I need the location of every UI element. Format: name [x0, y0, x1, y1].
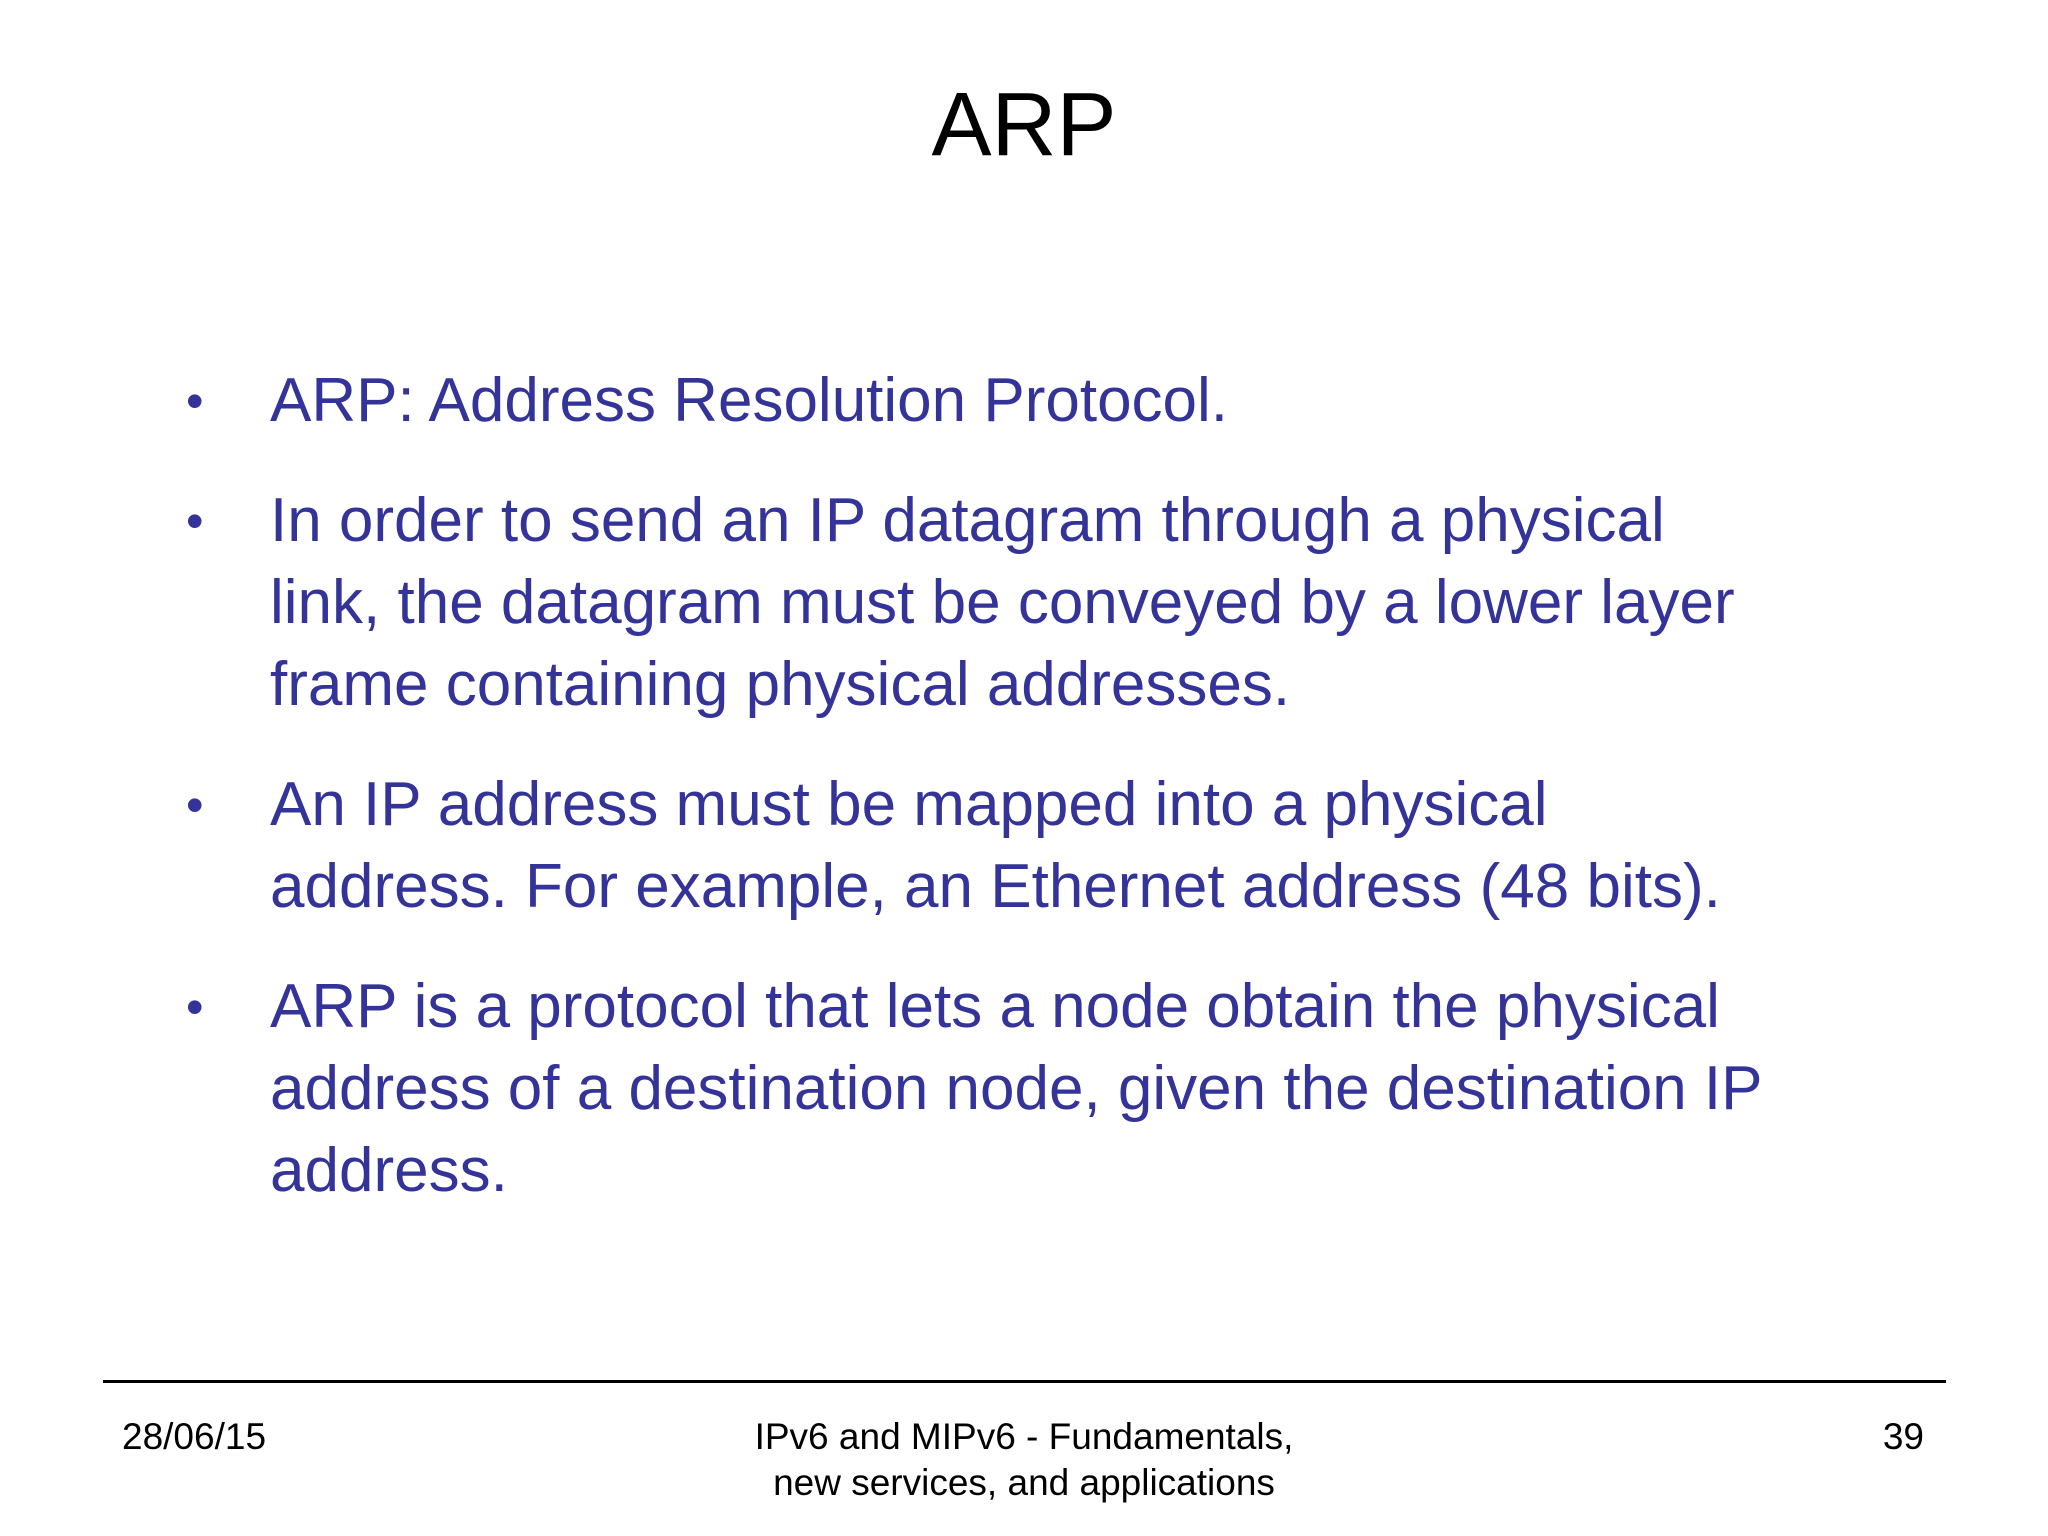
footer-date: 28/06/15 — [122, 1416, 267, 1457]
bullet-line: address of a destination node, given the destination IP — [270, 1054, 1763, 1123]
bullet-line: In order to send an IP datagram through a physical — [270, 486, 1665, 555]
footer-title — [624, 1414, 1424, 1506]
footer-title-line: new services, and applications — [773, 1462, 1275, 1503]
bullet-icon: • — [186, 493, 204, 549]
bullet-list — [186, 360, 1946, 1250]
footer-divider — [103, 1380, 1946, 1383]
bullet-line: ARP: Address Resolution Protocol. — [270, 366, 1229, 435]
bullet-line: link, the datagram must be conveyed by a lower layer — [270, 568, 1735, 637]
bullet-icon: • — [186, 979, 204, 1035]
footer-title-line: IPv6 and MIPv6 - Fundamentals, — [754, 1416, 1294, 1457]
bullet-item — [186, 360, 1946, 442]
bullet-item — [186, 480, 1946, 726]
bullet-line: address. For example, an Ethernet address (48 bits). — [270, 852, 1721, 921]
bullet-item — [186, 966, 1946, 1212]
bullet-icon: • — [186, 777, 204, 833]
bullet-item — [186, 764, 1946, 928]
bullet-line: address. — [270, 1136, 508, 1205]
bullet-line: ARP is a protocol that lets a node obtain the physical — [270, 972, 1720, 1041]
page-number: 39 — [1882, 1416, 1924, 1457]
bullet-line: frame containing physical addresses. — [270, 650, 1291, 719]
slide-title: ARP — [931, 75, 1117, 175]
bullet-line: An IP address must be mapped into a physical — [270, 770, 1548, 839]
bullet-icon: • — [186, 373, 204, 429]
